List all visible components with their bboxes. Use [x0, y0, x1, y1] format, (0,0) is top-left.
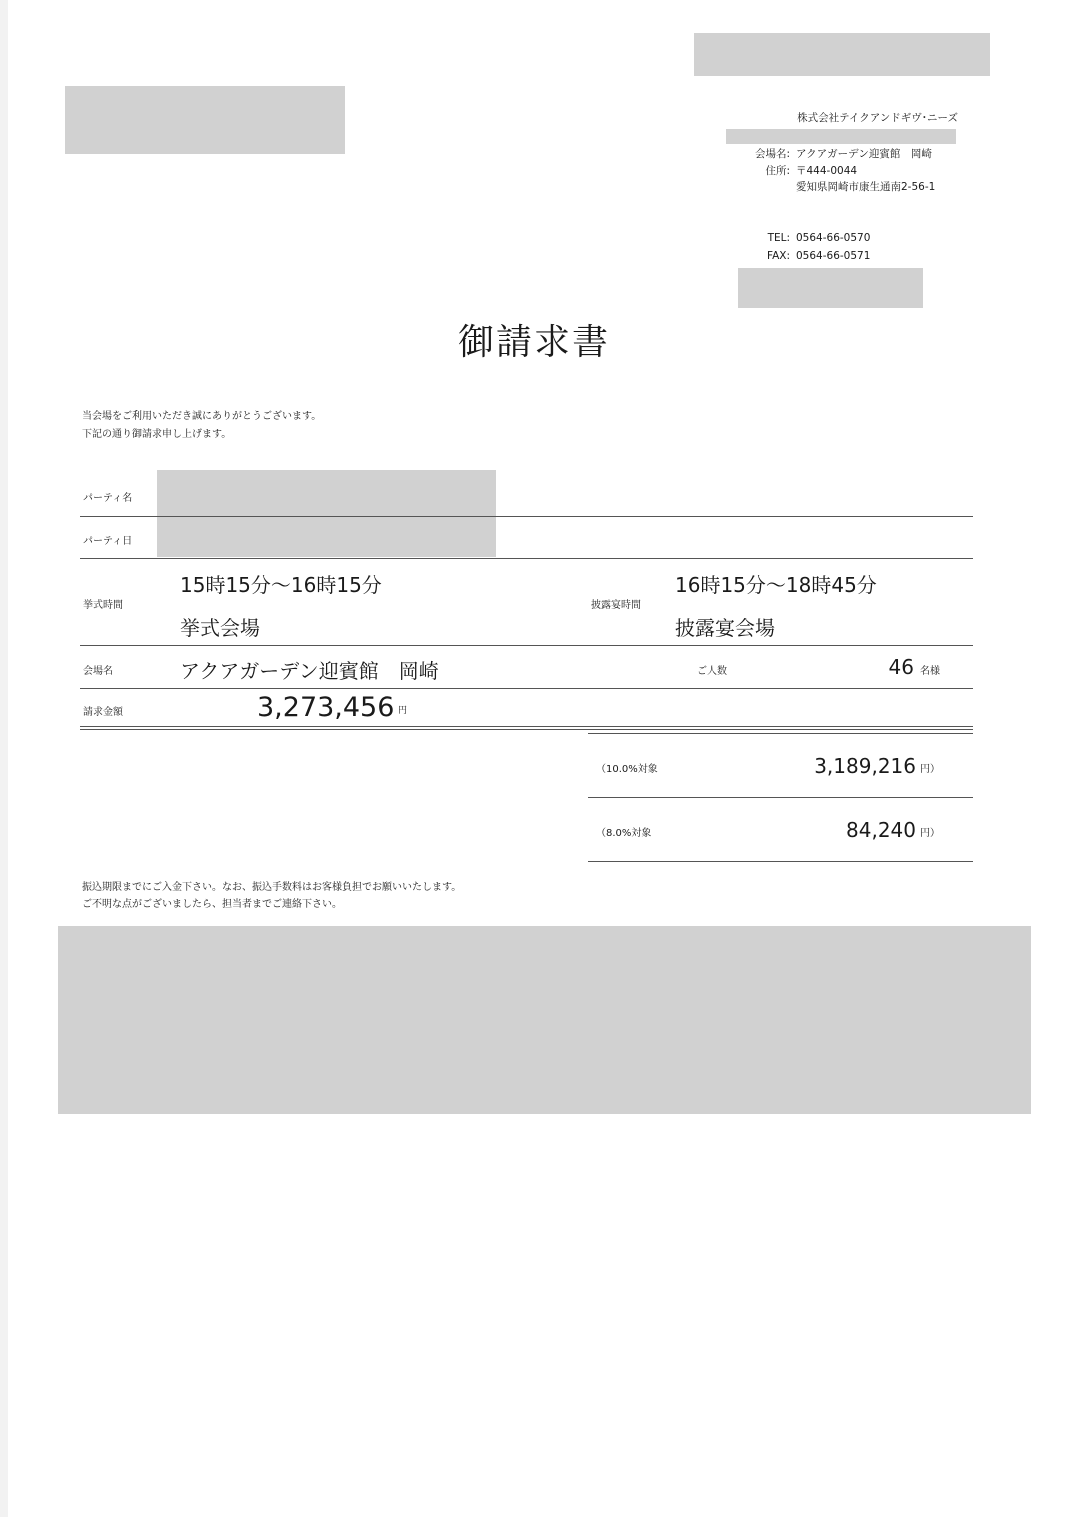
divider-tax-top [588, 733, 973, 734]
tax-8-label: （8.0%対象 [596, 828, 652, 839]
venue-name-label: 会場名 [83, 666, 113, 677]
redacted-block-recipient [65, 86, 345, 154]
tax-10-unit: 円） [920, 764, 940, 775]
guests-unit: 名様 [920, 666, 940, 677]
redacted-block-party [157, 470, 496, 557]
tax-8-amount: 84,240 [846, 818, 916, 842]
reception-time-label: 披露宴時間 [591, 600, 641, 611]
divider-4 [80, 688, 973, 689]
amount-label: 請求金額 [83, 707, 123, 718]
party-name-label: パーティ名 [83, 493, 133, 504]
divider-5b [80, 729, 973, 730]
document-title: 御請求書 [457, 322, 610, 363]
guests-count: 46 [888, 655, 914, 679]
ceremony-venue: 挙式会場 [180, 616, 260, 640]
issuer-company: 株式会社テイクアンドギヴ･ニーズ [797, 112, 958, 124]
issuer-fax: 0564-66-0571 [796, 250, 871, 262]
divider-3 [80, 645, 973, 646]
divider-1 [80, 516, 973, 517]
tax-8-unit: 円） [920, 828, 940, 839]
tax-10-label: （10.0%対象 [596, 764, 658, 775]
ceremony-time: 15時15分～16時15分 [180, 573, 382, 597]
amount-unit: 円 [398, 706, 408, 716]
venue-name: アクアガーデン迎賓館 岡崎 [180, 659, 439, 683]
divider-tax-mid [588, 797, 973, 798]
issuer-tel: 0564-66-0570 [796, 232, 871, 244]
ceremony-time-label: 挙式時間 [83, 600, 123, 611]
intro-line-2: 下記の通り御請求申し上げます。 [82, 429, 232, 440]
guests-label: ご人数 [697, 666, 727, 677]
issuer-tel-label: TEL: [767, 232, 790, 244]
redacted-block-issuer-line [726, 129, 956, 144]
issuer-venue-label: 会場名: [754, 148, 790, 160]
note-line-2: ご不明な点がございましたら、担当者までご連絡下さい。 [82, 899, 342, 910]
issuer-address: 愛知県岡崎市康生通南2-56-1 [796, 181, 936, 193]
page-edge [0, 0, 8, 1517]
reception-time: 16時15分～18時45分 [675, 573, 877, 597]
redacted-block-stamp [738, 268, 923, 308]
issuer-address-label: 住所: [765, 165, 790, 177]
tax-10-amount: 3,189,216 [814, 754, 916, 778]
divider-2 [80, 558, 973, 559]
issuer-fax-label: FAX: [767, 250, 790, 262]
redacted-block-top-right [694, 33, 990, 76]
party-date-label: パーティ日 [83, 536, 133, 547]
issuer-postal: 〒444-0044 [796, 165, 858, 177]
reception-venue: 披露宴会場 [675, 616, 775, 640]
intro-line-1: 当会場をご利用いただき誠にありがとうございます。 [82, 411, 322, 422]
divider-5a [80, 726, 973, 727]
redacted-block-bank [58, 926, 1031, 1114]
divider-tax-bottom [588, 861, 973, 862]
note-line-1: 振込期限までにご入金下さい。なお、振込手数料はお客様負担でお願いいたします。 [82, 882, 462, 893]
amount-value: 3,273,456 [257, 692, 395, 723]
issuer-venue: アクアガーデン迎賓館 岡崎 [796, 148, 932, 160]
